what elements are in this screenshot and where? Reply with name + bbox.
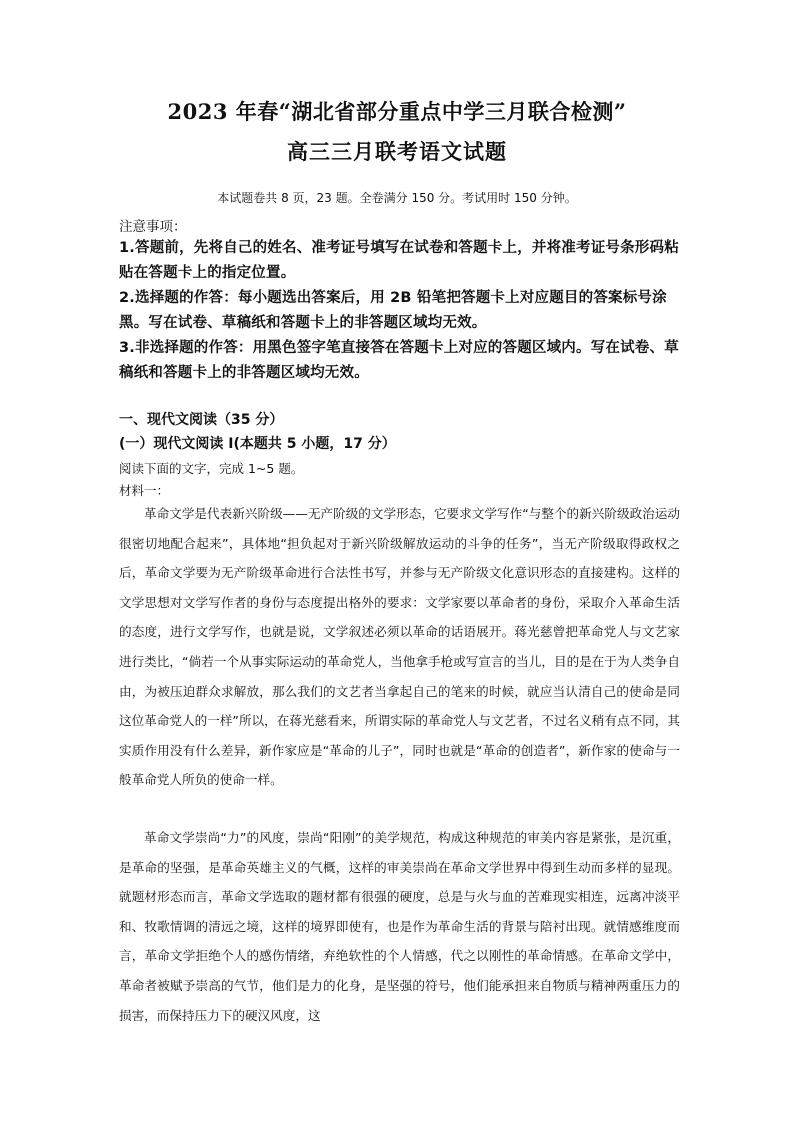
exam-title-line2: 高三三月联考语文试题 — [287, 139, 507, 164]
paragraph-2: 革命文学崇尚“力”的风度，崇尚“阳刚”的美学规范，构成这种规范的审美内容是紧张，是沉重，是革命的坚强，是革命英雄主义的气概，这样的审美崇尚在革命文学世界中得到生动而多样的显现。就题材形态而言，革命文学选取的题材都有很强的硬度，总是与火与血的苦难现实相连，远离冲淡平和、牧歌情调的清远之境，这样的境界即使有，也是作为革命生活的背景与陪衬出现。就情感维度而言，革命文学拒绝个人的感伤情绪，弃绝软性的个人情感，代之以刚性的革命情感。在革命文学中，革命者被赋予崇高的气节，他们是力的化身，是坚强的符号，他们能承担来自物质与精神两重压力的损害，而保持压力下的硬汉风度，这 — [119, 830, 680, 1023]
reading-instruction: 阅读下面的文字，完成 1~5 题。 — [119, 461, 304, 476]
subsection-heading: (一）现代文阅读 I(本题共 5 小题，17 分） — [119, 436, 396, 452]
material-label: 材料一： — [119, 483, 170, 498]
note-item-3: 3.非选择题的作答：用黑色签字笔直接答在答题卡上对应的答题区域内。写在试卷、草稿纸和答题卡上的非答题区域均无效。 — [119, 340, 679, 381]
section-heading: 一、现代文阅读（35 分） — [119, 412, 284, 428]
notes-heading: 注意事项： — [119, 219, 187, 235]
note-item-2: 2.选择题的作答：每小题选出答案后，用 2B 铅笔把答题卡上对应题目的答案标号涂黑。写在试卷、草稿纸和答题卡上的非答题区域均无效。 — [119, 290, 667, 331]
exam-title-line1: 2023 年春“湖北省部分重点中学三月联合检测” — [167, 99, 627, 124]
paragraph-1: 革命文学是代表新兴阶级——无产阶级的文学形态，它要求文学写作“与整个的新兴阶级政治运动很密切地配合起来”，具体地“担负起对于新兴阶级解放运动的斗争的任务”，当无产阶级取得政权之后，革命文学要为无产阶级革命进行合法性书写，并参与无产阶级文化意识形态的直接建构。这样的文学思想对文学写作者的身份与态度提出格外的要求：文学家要以革命者的身份，采取介入革命生活的态度，进行文学写作，也就是说，文学叙述必须以革命的话语展开。蒋光慈曾把革命党人与文艺家进行类比，“倘若一个从事实际运动的革命党人，当他拿手枪或写宣言的当儿，目的是在于为人类争自由，为被压迫群众求解放，那么我们的文艺者当拿起自己的笔来的时候，就应当认清自己的使命是同这位革命党人的一样”所以，在蒋光慈看来，所谓实际的革命党人与文艺者，不过名义稍有点不同，其实质作用没有什么差异，新作家应是“革命的儿子”，同时也就是“革命的创造者”，新作家的使命与一般革命党人所负的使命一样。 — [119, 506, 680, 788]
note-item-1: 1.答题前，先将自己的姓名、准考证号填写在试卷和答题卡上，并将准考证号条形码粘贴在答题卡上的指定位置。 — [119, 240, 679, 281]
exam-meta: 本试题卷共 8 页，23 题。全卷满分 150 分。考试用时 150 分钟。 — [217, 191, 577, 205]
